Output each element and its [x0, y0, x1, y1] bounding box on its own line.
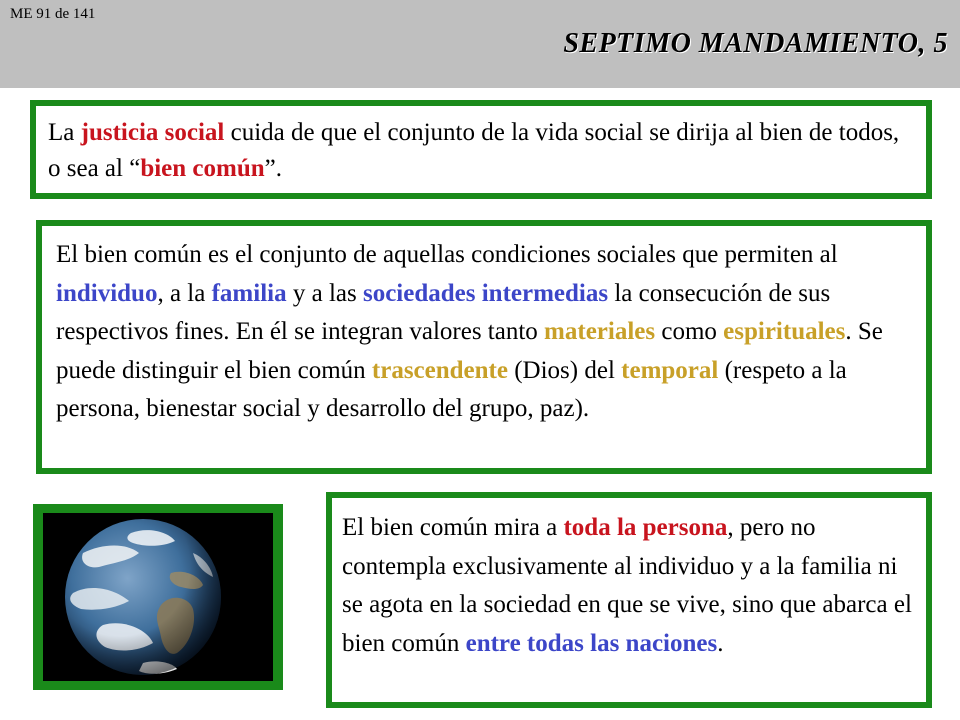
header-bar: [0, 0, 960, 88]
social-justice-box: [30, 100, 932, 199]
keyword-temporal: temporal: [621, 356, 719, 384]
keyword-espirituales: espirituales: [723, 318, 846, 345]
keyword-materiales: materiales: [544, 318, 656, 345]
slide-title: SEPTIMO MANDAMIENTO, 5: [563, 28, 948, 59]
keyword-familia: familia: [211, 279, 287, 307]
keyword-bien-comun: bien común: [140, 155, 265, 182]
whole-person-box: [326, 492, 932, 708]
text: .: [717, 629, 724, 657]
text: y a las: [286, 279, 363, 307]
text: cuida de que el conjunto de la vida social se dirija al bien de todos, o sea al “: [48, 119, 900, 182]
text: El bien común mira a: [342, 514, 564, 541]
text: como: [655, 318, 724, 345]
keyword-toda-la-persona: toda la persona: [563, 514, 728, 541]
text: (respeto a la persona, bienestar social y desarrollo del grupo, paz).: [56, 356, 847, 422]
earth-image-frame: [33, 504, 283, 690]
keyword-sociedades-intermedias: sociedades intermedias: [362, 279, 609, 307]
keyword-entre-todas-las-naciones: entre todas las naciones: [465, 629, 718, 657]
keyword-trascendente: trascendente: [371, 356, 508, 384]
text: la consecución de sus respectivos fines. En él se integran valores tanto: [56, 279, 831, 345]
common-good-definition-box: [36, 220, 932, 474]
text: (Dios) del: [507, 356, 622, 384]
text: . Se puede distinguir el bien común: [56, 318, 883, 384]
earth-globe-icon: [43, 513, 273, 681]
slide-number: ME 91 de 141: [10, 6, 96, 22]
text: ”.: [264, 155, 283, 182]
keyword-individuo: individuo: [56, 279, 158, 307]
text: La: [48, 119, 81, 146]
text: , a la: [157, 279, 212, 307]
text: El bien común es el conjunto de aquellas condiciones sociales que permiten al: [56, 241, 838, 268]
text: , pero no contempla exclusivamente al individuo y a la familia ni se agota en la sociedad en que se vive, sino que abarca el bien común: [342, 514, 912, 657]
keyword-justicia-social: justicia social: [80, 119, 225, 146]
